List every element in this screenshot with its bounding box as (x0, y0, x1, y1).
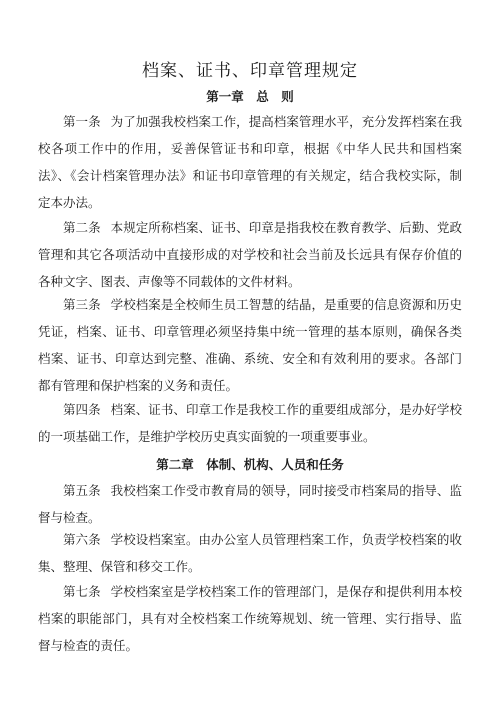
article-label: 第四条 (63, 402, 101, 417)
article-7 (38, 578, 462, 659)
article-text: 我校档案工作受市教育局的领导，同时接受市档案局的指导、监督与检查。 (38, 483, 462, 525)
article-label: 第二条 (63, 220, 101, 235)
article-text: 档案、证书、印章工作是我校工作的重要组成部分，是办好学校的一项基础工作，是维护学校历史真实面貌的一项重要事业。 (38, 402, 462, 444)
article-text: 学校档案室是学校档案工作的管理部门，是保存和提供利用本校档案的职能部门，具有对全校档案工作统筹规划、统一管理、实行指导、监督与检查的责任。 (38, 584, 462, 653)
document-title: 档案、证书、印章管理规定 (142, 61, 358, 81)
chapter-heading-1: 第一章 总 则 (206, 89, 294, 104)
article-6 (38, 526, 462, 580)
article-1 (38, 108, 462, 216)
article-label: 第七条 (63, 584, 101, 599)
article-text: 学校档案是全校师生员工智慧的结晶，是重要的信息资源和历史凭证，档案、证书、印章管理必须坚持集中统一管理的基本原则，确保各类档案、证书、印章达到完整、准确、系统、安全和有效利用的要求。各部门都有管理和保护档案的义务和责任。 (38, 297, 462, 393)
article-3 (38, 291, 462, 399)
article-label: 第六条 (63, 532, 101, 547)
article-label: 第一条 (63, 114, 101, 129)
article-label: 第三条 (63, 297, 101, 312)
article-text: 为了加强我校档案工作，提高档案管理水平，充分发挥档案在我校各项工作中的作用，妥善保管证书和印章，根据《中华人民共和国档案法》、《会计档案管理办法》和证书印章管理的有关规定，结合我校实际，制定本办法。 (38, 114, 462, 210)
article-5 (38, 477, 462, 531)
article-label: 第五条 (63, 483, 101, 498)
article-2 (38, 214, 462, 295)
article-text: 本规定所称档案、证书、印章是指我校在教育教学、后勤、党政管理和其它各项活动中直接形成的对学校和社会当前及长远具有保存价值的各种文字、图表、声像等不同载体的文件材料。 (38, 220, 462, 289)
chapter-heading-2: 第二章 体制、机构、人员和任务 (156, 457, 344, 472)
article-text: 学校设档案室。由办公室人员管理档案工作，负责学校档案的收集、整理、保管和移交工作。 (38, 532, 462, 574)
article-4 (38, 396, 462, 450)
